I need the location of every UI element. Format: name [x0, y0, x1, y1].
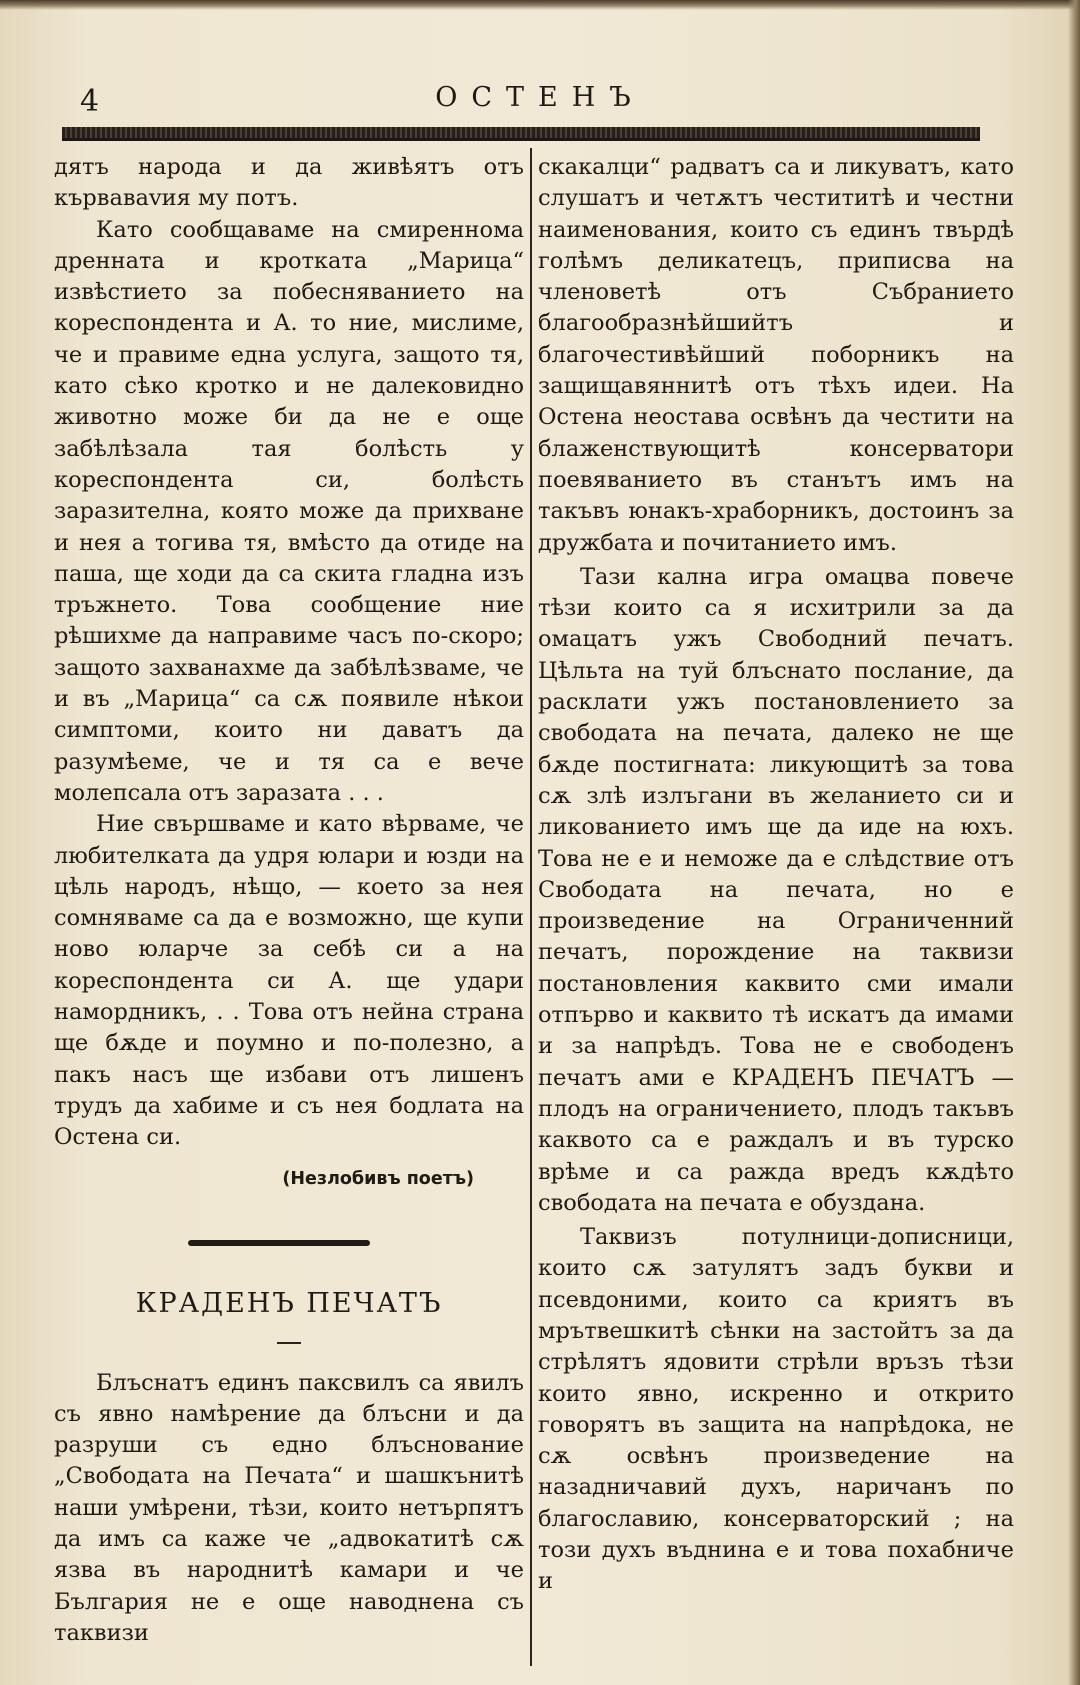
paragraph: скакалци“ радватъ са и ликуватъ, като слушатъ и четѫтъ честититѣ и честни наименования, които съ единъ твърдѣ голѣмъ деликатецъ, приписва на членоветѣ отъ Събранието благообразнѣйшийтъ и благочестивѣйший поборникъ на защищавяннитѣ отъ тѣхъ идеи. На Остена неостава освѣнъ да честити на блаженствующитѣ консерватори поевяванието въ станътъ имъ на такъвъ юнакъ-храборникъ, достоинъ за дружбата и почитанието имъ. — [538, 154, 1014, 556]
page-number: 4 — [80, 84, 100, 119]
title-dash — [277, 1342, 301, 1344]
paragraph: Ние свършваме и като вѣрваме, че любителката да удря юлари и юзди на цѣль народъ, нѣщо, — което за нея сомняваме са да е возможно, ще купи ново юларче за себѣ си а на кореспондента си А. ще удари намордникъ, . . Това отъ нейна страна ще бѫде и поумно и по-полезно, а пакъ насъ ще избави отъ лишенъ трудъ да хабиме и съ нея бодлата на Остена си. — [54, 811, 524, 1151]
paragraph: Като сообщаваме на смиреннома дренната и кротката „Марица“ извѣстието за побесняванието на кореспондента и А. то ние, мислиме, че и правиме една услуга, защото тя, като сѣко кротко и не далековидно животно може би да не е още забѣлѣзала тая болѣсть у кореспондента си, болѣсть заразителна, която може да прихване и нея а тогива тя, вмѣсто да отиде на паша, ще ходи да са скита гладна изъ тръжнето. Това сообщение ние рѣшихме да направиме часъ по-скоро; защото захванахме да забѣлѣзваме, че и въ „Марица“ са сѫ появиле нѣкои симптоми, които ни даватъ да разумѣеме, че и тя са е вече молепсала отъ заразата . . . — [54, 216, 524, 806]
section-separator — [188, 1240, 370, 1246]
paragraph: Таквизъ потулници-дописници, които сѫ затулятъ задъ букви и псевдоними, които са криятъ въ мрътвешкитѣ сѣнки на застойтъ за да стрѣлятъ ядовити стрѣли връзъ тѣзи които явно, искренно и открито говорятъ въ защита на напрѣдока, не сѫ освѣнъ произведение на назадничавий духъ, наричанъ по благославию, консерваторский ; на този духъ въднина е и това похабниче и — [538, 1224, 1014, 1595]
signature: (Незлобивъ поетъ) — [282, 1168, 474, 1189]
page-top-edge — [0, 0, 1080, 10]
masthead-title: ОСТЕНЪ — [435, 82, 645, 113]
page-right-edge — [1068, 0, 1080, 1685]
column-divider — [530, 148, 532, 1666]
paragraph: Тази кална игра омацва повече тѣзи които са я исхитрили за да омацатъ ужъ Свободний печатъ. Цѣльта на туй блъснато послание, да расклати ужъ постановлението за свободата на печата, далеко не ще бѫде постигната: ликующитѣ за това сѫ злѣ излъгани въ желанието си и ликованието имъ ще да иде на юхъ. Това не е и неможе да е слѣдствие отъ Свободата на печата, но е произведение на Ограниченний печатъ, порождение на таквизи постановления каквито сми имали отпърво и каквито тѣ искатъ да имами и за напрѣдъ. Това не е свободенъ печатъ ами е КРАДЕНЪ ПЕЧАТЪ — плодъ на ограничението, плодъ такъвъ каквото са е раждалъ и въ турско врѣме и са ражда вредъ кѫдѣто свободата на печата е обуздана. — [538, 563, 1014, 1216]
left-column — [54, 152, 524, 1649]
article-title: КРАДЕНЪ ПЕЧАТЪ — [135, 1287, 443, 1319]
paragraph: Блъснатъ единъ паксвилъ са явилъ съ явно намѣрение да блъсни и да разруши съ едно блъснованиe „Свободата на Печата“ и шашкънитѣ наши умѣрени, тѣзи, които нетърпятъ да имъ са каже че „адвокатитѣ сѫ язва въ народнитѣ камари и че България не е още наводнена съ таквизи — [54, 1369, 524, 1646]
header-rule — [62, 127, 980, 141]
right-column — [538, 152, 1014, 1598]
paragraph: дятъ народа и да живѣятъ отъ кърваваvия му потъ. — [54, 154, 524, 212]
